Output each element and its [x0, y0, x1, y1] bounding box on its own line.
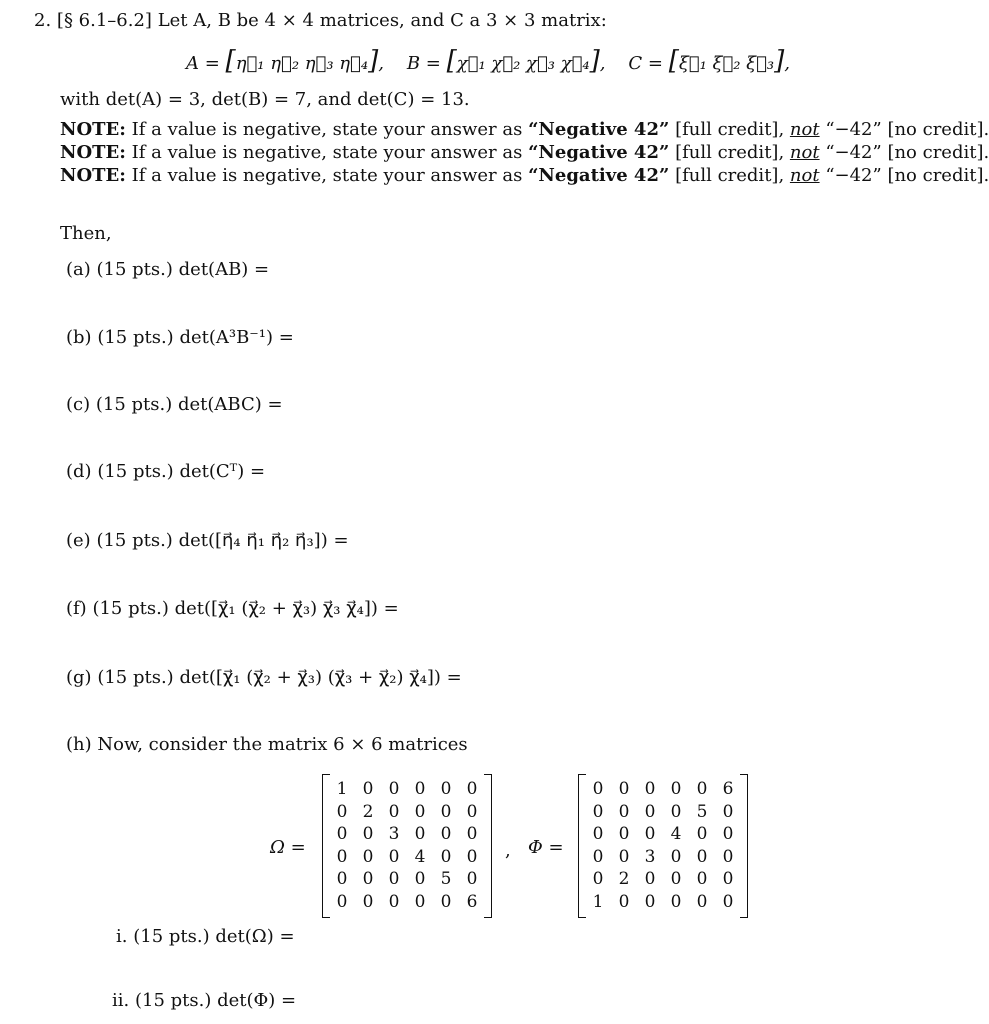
phi-matrix: [578, 774, 748, 918]
part-c: (c) (15 pts.) det(ABC) =: [66, 394, 283, 415]
phi-entry: 0: [722, 846, 734, 867]
omega-entry: 0: [440, 801, 452, 822]
omega-entry: 0: [362, 891, 374, 912]
given-determinants: with det(A) = 3, det(B) = 7, and det(C) = 13.: [60, 89, 470, 110]
phi-entry: 6: [722, 779, 734, 799]
c-lhs: C =: [628, 53, 663, 74]
omega-entry: 0: [388, 779, 400, 799]
omega-entry: 0: [466, 846, 478, 867]
then-label: Then,: [60, 223, 112, 244]
phi-entry: 0: [618, 779, 630, 799]
phi-entry: 0: [670, 891, 682, 912]
phi-entry: 0: [644, 824, 656, 844]
b-lhs: B =: [406, 53, 441, 74]
omega-entry: 0: [362, 779, 374, 799]
omega-entry: 0: [466, 824, 478, 844]
subpart-i: i. (15 pts.) det(Ω) =: [116, 926, 295, 947]
omega-entry: 0: [362, 846, 374, 867]
phi-entry: 0: [644, 801, 656, 822]
phi-entry: 0: [670, 801, 682, 822]
omega-entry: 0: [336, 824, 348, 844]
phi-entry: 5: [696, 801, 708, 822]
phi-entry: 0: [592, 846, 604, 867]
omega-entry: 0: [388, 891, 400, 912]
phi-entry: 0: [696, 869, 708, 889]
omega-lhs: Ω =: [270, 837, 306, 858]
omega-entry: 0: [440, 779, 452, 799]
phi-lhs: Φ =: [528, 837, 564, 858]
omega-entry: 6: [466, 891, 478, 912]
omega-entry: 0: [414, 891, 426, 912]
note-line: NOTE: If a value is negative, state your answer as “Negative 42” [full credit], not “−42” [no credit].: [60, 165, 989, 186]
omega-entry: 0: [336, 846, 348, 867]
phi-entry: 0: [644, 891, 656, 912]
phi-entry: 0: [592, 801, 604, 822]
omega-entry: 1: [336, 779, 348, 799]
part-f: (f) (15 pts.) det([χ⃗₁ (χ⃗₂ + χ⃗₃) χ⃗₃ χ⃗₄]) =: [66, 598, 399, 619]
part-d: (d) (15 pts.) det(Cᵀ) =: [66, 461, 266, 482]
phi-entry: 1: [592, 891, 604, 912]
omega-entry: 0: [466, 779, 478, 799]
part-h: (h) Now, consider the matrix 6 × 6 matrices: [66, 734, 468, 755]
omega-entry: 0: [388, 801, 400, 822]
phi-entry: 0: [670, 846, 682, 867]
phi-entry: 0: [696, 846, 708, 867]
phi-entry: 0: [592, 824, 604, 844]
omega-entry: 0: [414, 779, 426, 799]
phi-entry: 0: [670, 869, 682, 889]
phi-entry: 0: [722, 869, 734, 889]
phi-entry: 0: [592, 869, 604, 889]
phi-entry: 0: [722, 801, 734, 822]
phi-entry: 0: [618, 846, 630, 867]
phi-entry: 0: [618, 891, 630, 912]
omega-entry: 0: [414, 824, 426, 844]
note-line: NOTE: If a value is negative, state your answer as “Negative 42” [full credit], not “−42” [no credit].: [60, 142, 989, 163]
c-columns: ξ⃗₁ ξ⃗₂ ξ⃗₃: [678, 53, 775, 74]
omega-entry: 0: [336, 869, 348, 889]
part-a: (a) (15 pts.) det(AB) =: [66, 259, 270, 280]
phi-entry: 0: [670, 779, 682, 799]
problem-intro: Let A, B be 4 × 4 matrices, and C a 3 × 3 matrix:: [157, 10, 607, 31]
omega-entry: 0: [466, 801, 478, 822]
part-e: (e) (15 pts.) det([η⃗₄ η⃗₁ η⃗₂ η⃗₃]) =: [66, 530, 349, 551]
subpart-ii: ii. (15 pts.) det(Φ) =: [112, 990, 297, 1011]
phi-entry: 4: [670, 824, 682, 844]
a-columns: η⃗₁ η⃗₂ η⃗₃ η⃗₄: [235, 53, 369, 74]
omega-entry: 2: [362, 801, 374, 822]
omega-entry: 0: [362, 869, 374, 889]
phi-entry: 0: [696, 891, 708, 912]
phi-entry: 0: [696, 779, 708, 799]
phi-entry: 2: [618, 869, 630, 889]
omega-entry: 0: [440, 846, 452, 867]
phi-entry: 0: [644, 779, 656, 799]
a-lhs: A =: [186, 53, 220, 74]
phi-entry: 0: [722, 891, 734, 912]
part-b: (b) (15 pts.) det(A³B⁻¹) =: [66, 327, 294, 348]
matrix-definitions: A = [η⃗₁ η⃗₂ η⃗₃ η⃗₄], B = [χ⃗₁ χ⃗₂ χ⃗₃ χ⃗₄], C = [ξ⃗₁ ξ⃗₂ ξ⃗₃],: [186, 46, 791, 76]
phi-entry: 0: [644, 869, 656, 889]
phi-entry: 3: [644, 846, 656, 867]
omega-entry: 0: [440, 824, 452, 844]
omega-entry: 3: [388, 824, 400, 844]
section-ref: [§ 6.1–6.2]: [56, 10, 152, 31]
omega-entry: 0: [388, 869, 400, 889]
omega-entry: 4: [414, 846, 426, 867]
omega-entry: 5: [440, 869, 452, 889]
omega-entry: 0: [362, 824, 374, 844]
omega-entry: 0: [440, 891, 452, 912]
part-g: (g) (15 pts.) det([χ⃗₁ (χ⃗₂ + χ⃗₃) (χ⃗₃ + χ⃗₂) χ⃗₄]) =: [66, 667, 462, 688]
omega-entry: 0: [414, 801, 426, 822]
omega-entry: 0: [336, 801, 348, 822]
matrix-separator: ,: [505, 840, 511, 861]
omega-entry: 0: [466, 869, 478, 889]
problem-header: [34, 10, 607, 31]
omega-entry: 0: [388, 846, 400, 867]
phi-entry: 0: [722, 824, 734, 844]
omega-matrix: [322, 774, 492, 918]
problem-number: 2.: [34, 10, 52, 31]
phi-entry: 0: [618, 824, 630, 844]
phi-entry: 0: [696, 824, 708, 844]
phi-entry: 0: [618, 801, 630, 822]
omega-entry: 0: [414, 869, 426, 889]
phi-entry: 0: [592, 779, 604, 799]
note-line: NOTE: If a value is negative, state your answer as “Negative 42” [full credit], not “−42” [no credit].: [60, 119, 989, 140]
b-columns: χ⃗₁ χ⃗₂ χ⃗₃ χ⃗₄: [456, 53, 590, 74]
omega-entry: 0: [336, 891, 348, 912]
